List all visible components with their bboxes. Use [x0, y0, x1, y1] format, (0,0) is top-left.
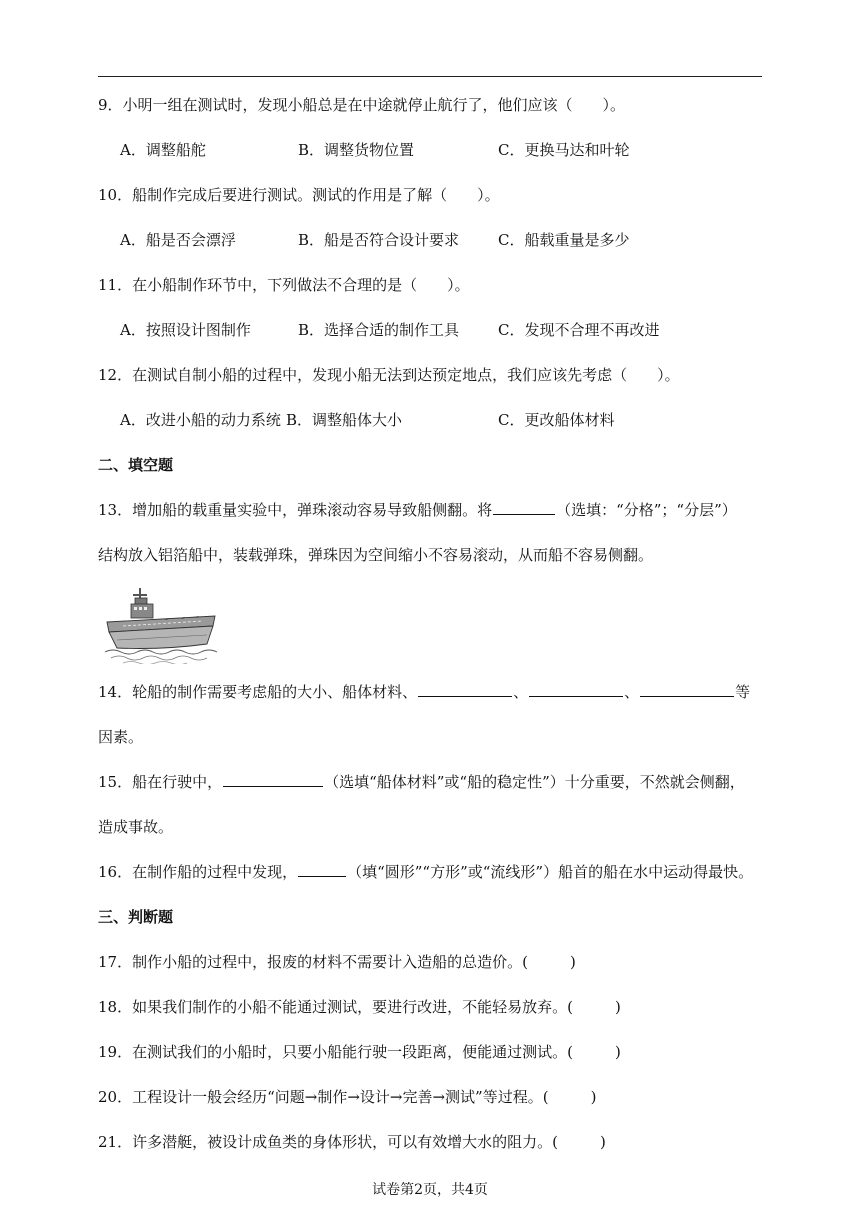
question-15-text: 15．船在行驶中， — [98, 773, 223, 791]
answer-blank[interactable] — [640, 682, 734, 697]
question-14 — [98, 682, 750, 702]
answer-blank[interactable] — [298, 862, 346, 877]
question-15-hint: （选填“船体材料”或“船的稳定性”）十分重要，不然就会侧翻， — [324, 773, 745, 791]
close-paren: ) — [599, 1133, 606, 1151]
answer-blank[interactable] — [529, 682, 623, 697]
close-paren: ) — [590, 1088, 597, 1106]
question-16-text: 16．在制作船的过程中发现， — [98, 863, 298, 881]
question-19-text: 19．在测试我们的小船时，只要小船能行驶一段距离，便能通过测试。( — [98, 1043, 573, 1061]
header-rule — [98, 76, 762, 77]
aircraft-carrier-icon — [103, 582, 220, 664]
question-17-text: 17．制作小船的过程中，报废的材料不需要计入造船的总造价。( — [98, 953, 528, 971]
question-16 — [98, 862, 753, 882]
option-a: A．调整船舵 — [120, 141, 206, 159]
option-b: B．选择合适的制作工具 — [298, 321, 460, 339]
question-18 — [98, 997, 621, 1017]
question-12: 12．在测试自制小船的过程中，发现小船无法到达预定地点，我们应该先考虑（ ）。 — [98, 366, 680, 384]
question-21-text: 21．许多潜艇，被设计成鱼类的身体形状，可以有效增大水的阻力。( — [98, 1133, 558, 1151]
close-paren: ) — [614, 998, 621, 1016]
answer-blank[interactable] — [493, 500, 555, 515]
question-14-suffix: 等 — [735, 683, 751, 701]
question-20-text: 20．工程设计一般会经历“问题→制作→设计→完善→测试”等过程。( — [98, 1088, 549, 1106]
question-19 — [98, 1042, 621, 1062]
option-b: B．船是否符合设计要求 — [298, 231, 460, 249]
question-17 — [98, 952, 576, 972]
answer-blank[interactable] — [418, 682, 512, 697]
question-11: 11．在小船制作环节中，下列做法不合理的是（ ）。 — [98, 276, 470, 294]
question-15-continued: 造成事故。 — [98, 818, 174, 836]
question-13 — [98, 500, 737, 520]
option-b: B．调整货物位置 — [298, 141, 415, 159]
page-footer: 试卷第2页，共4页 — [372, 1182, 488, 1198]
separator: 、 — [624, 683, 640, 701]
question-9: 9．小明一组在测试时，发现小船总是在中途就停止航行了，他们应该（ ）。 — [98, 96, 626, 114]
section-title-true-false: 三、判断题 — [98, 908, 174, 926]
close-paren: ) — [569, 953, 576, 971]
answer-blank[interactable] — [223, 772, 323, 787]
question-13-hint: （选填：“分格”；“分层”） — [556, 501, 737, 519]
separator: 、 — [513, 683, 529, 701]
question-15 — [98, 772, 745, 792]
section-title-fill-in: 二、填空题 — [98, 456, 174, 474]
question-13-text: 13．增加船的载重量实验中，弹珠滚动容易导致船侧翻。将 — [98, 501, 493, 519]
close-paren: ) — [614, 1043, 621, 1061]
option-c: C．船载重量是多少 — [498, 231, 630, 249]
question-10: 10．船制作完成后要进行测试。测试的作用是了解（ ）。 — [98, 186, 500, 204]
question-20 — [98, 1087, 596, 1107]
option-b: B．调整船体大小 — [286, 411, 403, 429]
option-c: C．更换马达和叶轮 — [498, 141, 630, 159]
question-14-continued: 因素。 — [98, 728, 144, 746]
option-a: A．改进小船的动力系统 — [120, 411, 281, 429]
question-14-text: 14．轮船的制作需要考虑船的大小、船体材料、 — [98, 683, 418, 701]
question-13-continued: 结构放入铝箔船中，装载弹珠，弹珠因为空间缩小不容易滚动，从而船不容易侧翻。 — [98, 546, 654, 564]
option-a: A．按照设计图制作 — [120, 321, 251, 339]
option-c: C．发现不合理不再改进 — [498, 321, 660, 339]
question-16-hint: （填“圆形”“方形”或“流线形”）船首的船在水中运动得最快。 — [347, 863, 754, 881]
option-c: C．更改船体材料 — [498, 411, 615, 429]
question-21 — [98, 1132, 606, 1152]
option-a: A．船是否会漂浮 — [120, 231, 236, 249]
question-18-text: 18．如果我们制作的小船不能通过测试，要进行改进，不能轻易放弃。( — [98, 998, 573, 1016]
